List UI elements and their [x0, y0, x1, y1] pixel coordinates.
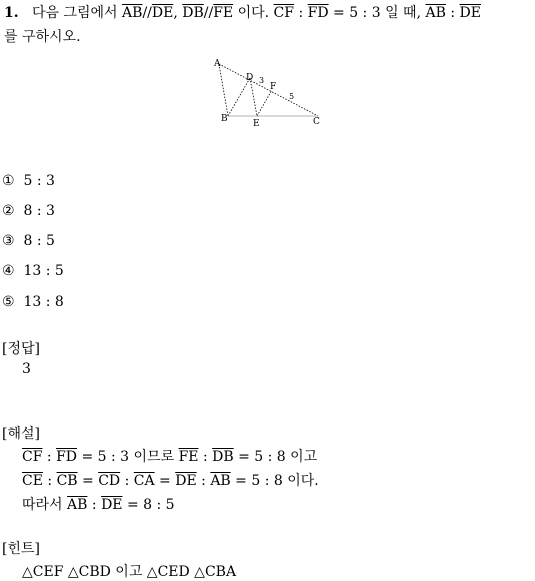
colon: :	[120, 473, 134, 489]
explanation-text: = 5 : 8 이고	[233, 449, 318, 465]
comma: ,	[173, 5, 178, 21]
segment-ab: $\overline{AB}$	[425, 5, 446, 21]
choice-text: 8 : 5	[23, 233, 55, 249]
segment-bd-line	[228, 78, 250, 116]
segment-fc-length: 5	[289, 92, 295, 101]
explanation-line-1	[22, 446, 317, 466]
segment-df-length: 3	[259, 76, 265, 85]
parallel-symbol: //	[142, 5, 152, 21]
colon: :	[298, 5, 304, 21]
segment-cf: $\overline{CF}$	[22, 449, 43, 465]
colon: :	[198, 449, 213, 465]
question-line-1	[4, 2, 481, 22]
choice-mark: ④	[2, 263, 15, 279]
explanation-text: = 5 : 3 이므로	[77, 449, 179, 465]
colon: :	[42, 449, 57, 465]
segment-ce: $\overline{CE}$	[22, 473, 43, 489]
question-text: = 5 : 3 일 때,	[333, 5, 422, 21]
choice-1[interactable]	[2, 173, 55, 189]
segment-fd: $\overline{FD}$	[307, 5, 329, 21]
colon: :	[42, 473, 57, 489]
segment-cb: $\overline{CB}$	[56, 473, 78, 489]
segment-cd: $\overline{CD}$	[98, 473, 121, 489]
segment-ac-line	[219, 64, 318, 116]
choice-text: 8 : 3	[23, 203, 55, 219]
segment-ab: $\overline{AB}$	[210, 473, 231, 489]
segment-fd: $\overline{FD}$	[56, 449, 78, 465]
explanation-line-3	[22, 494, 175, 514]
geometry-figure	[205, 55, 330, 130]
choice-mark: ①	[2, 173, 15, 189]
choice-4[interactable]	[2, 263, 64, 279]
answer-header: [정답]	[2, 341, 40, 357]
segment-db: $\overline{DB}$	[182, 5, 204, 21]
choice-mark: ⑤	[2, 294, 15, 310]
colon: :	[196, 473, 211, 489]
explanation-text: 따라서	[22, 497, 68, 513]
segment-fe: $\overline{FE}$	[178, 449, 199, 465]
equals: =	[154, 473, 176, 489]
answer-value: 3	[22, 361, 31, 377]
question-line-2: 를 구하시오.	[4, 29, 81, 45]
point-f-label: F	[270, 82, 277, 92]
choice-text: 13 : 8	[23, 294, 64, 310]
choice-5[interactable]	[2, 294, 64, 310]
explanation-line-2	[22, 470, 319, 490]
colon: :	[87, 497, 102, 513]
choice-mark: ②	[2, 203, 15, 219]
hint-text: △CEF △CBD 이고 △CED △CBA	[22, 564, 237, 580]
segment-ca: $\overline{CA}$	[133, 473, 155, 489]
choice-mark: ③	[2, 233, 15, 249]
explanation-text: = 8 : 5	[122, 497, 175, 513]
point-e-label: E	[253, 119, 260, 129]
question-text: 이다.	[237, 5, 270, 21]
explanation-text: = 5 : 8 이다.	[230, 473, 319, 489]
segment-ef-line	[257, 90, 272, 116]
segment-ab-line	[219, 64, 228, 116]
point-b-label: B	[221, 114, 228, 124]
choice-3[interactable]	[2, 233, 55, 249]
hint-header: [힌트]	[2, 541, 40, 557]
segment-fe: $\overline{FE}$	[213, 5, 234, 21]
choice-text: 5 : 3	[23, 173, 55, 189]
segment-de: $\overline{DE}$	[459, 5, 481, 21]
equals: =	[77, 473, 99, 489]
segment-db: $\overline{DB}$	[212, 449, 234, 465]
question-text: 다음 그림에서	[31, 5, 118, 21]
parallel-symbol: //	[203, 5, 214, 21]
choice-text: 13 : 5	[23, 263, 64, 279]
segment-de: $\overline{DE}$	[101, 497, 123, 513]
segment-de: $\overline{DE}$	[175, 473, 197, 489]
segment-cf: $\overline{CF}$	[273, 5, 294, 21]
explanation-header: [해설]	[2, 426, 40, 442]
segment-de: $\overline{DE}$	[151, 5, 174, 21]
choice-2[interactable]	[2, 203, 55, 219]
point-d-label: D	[246, 73, 254, 83]
colon: :	[445, 5, 456, 21]
segment-ab: $\overline{AB}$	[122, 5, 143, 21]
question-number: 1.	[4, 5, 19, 21]
segment-ab: $\overline{AB}$	[67, 497, 88, 513]
point-a-label: A	[214, 59, 221, 69]
point-c-label: C	[313, 117, 320, 127]
segment-de-line	[250, 78, 257, 116]
